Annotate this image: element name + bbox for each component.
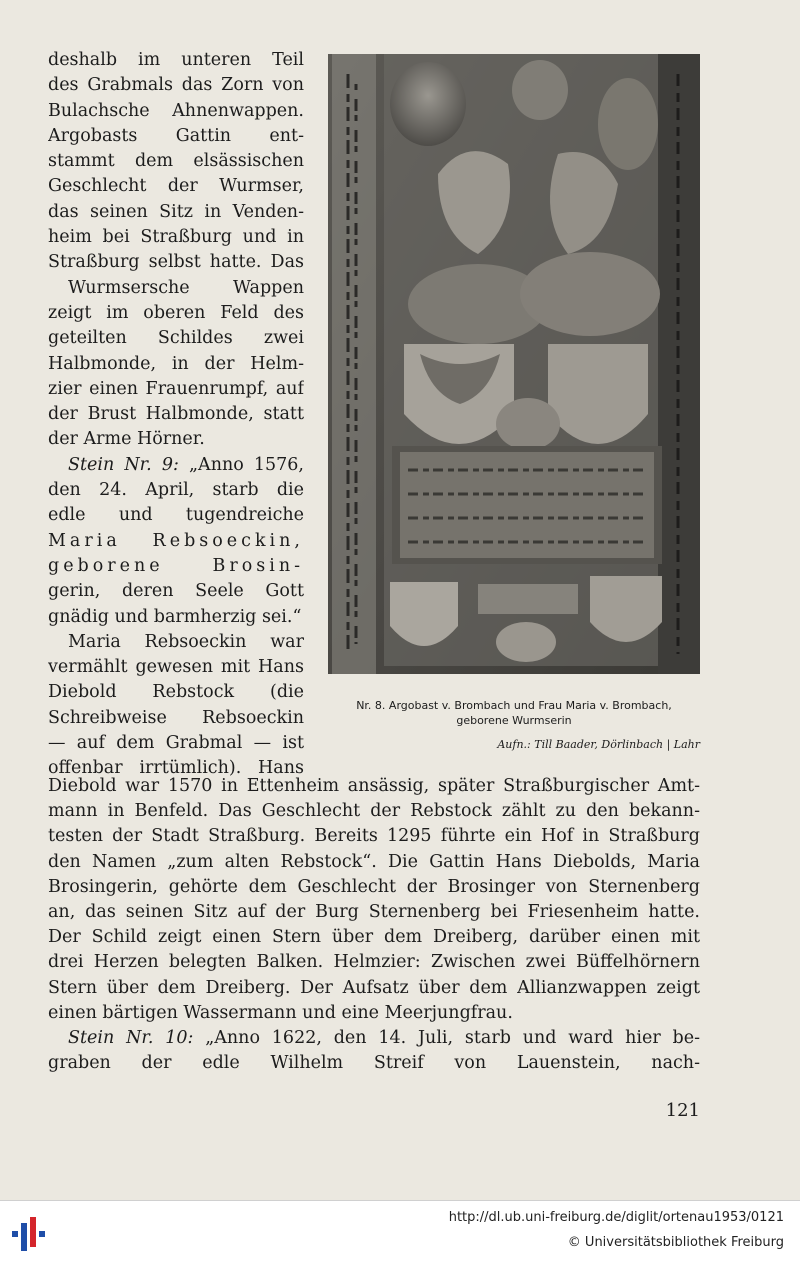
full-width-text [48, 774, 700, 1076]
text-line: mann in Benfeld. Das Geschlecht der Rebstock zählt zu den bekann- [48, 801, 700, 822]
text-line: Halbmonde, in der Helm- [48, 353, 304, 374]
university-library-logo-icon [8, 1211, 52, 1255]
text-line: an, das seinen Sitz auf der Burg Sternenberg bei Friesenheim hatte. [48, 901, 700, 922]
text-line: vermählt gewesen mit Hans [48, 657, 304, 678]
text-line: Brosingerin, gehörte dem Geschlecht der Brosinger von Sternenberg [48, 876, 700, 897]
text-line: stammt dem elsässischen [48, 151, 304, 172]
text-line: Stern über dem Dreiberg. Der Aufsatz über dem Allianzwappen zeigt [48, 977, 700, 998]
text-line: gnädig und barmherzig sei.“ [48, 606, 302, 627]
stone-10-heading-line [48, 1026, 700, 1051]
text-line: das seinen Sitz in Venden- [48, 201, 304, 222]
text-line: Der Schild zeigt einen Stern über dem Dreiberg, darüber einen mit [48, 927, 700, 948]
text-line: Bulachsche Ahnenwappen. [48, 100, 304, 121]
text-line: Wurmsersche Wappen [68, 277, 304, 298]
text-line: Argobasts Gattin ent- [48, 125, 304, 146]
stone-number-label: Stein Nr. 9: [68, 454, 179, 475]
photo-credit: Aufn.: Till Baader, Dörlinbach | Lahr [497, 738, 700, 751]
text-line: gerin, deren Seele Gott [48, 581, 304, 602]
gravestone-illustration [328, 54, 700, 674]
inscription-start: „Anno 1576, [178, 454, 304, 475]
text-line: des Grabmals das Zorn von [48, 75, 304, 96]
caption-line: Nr. 8. Argobast v. Brombach und Frau Maria v. Brombach, [356, 699, 672, 712]
text-line: der Arme Hörner. [48, 429, 205, 450]
text-line: heim bei Straßburg und in [48, 227, 304, 248]
text-line: den 24. April, starb die [48, 480, 304, 501]
text-line: geteilten Schildes zwei [48, 328, 304, 349]
text-line: testen der Stadt Straßburg. Bereits 1295 führte ein Hof in Straßburg [48, 826, 700, 847]
text-line: Maria Rebsoeckin, [48, 530, 304, 551]
document-url-link[interactable]: http://dl.ub.uni-freiburg.de/diglit/ortenau1953/0121 [448, 1210, 784, 1225]
text-line: den Namen „zum alten Rebstock“. Die Gattin Hans Diebolds, Maria [48, 851, 700, 872]
text-line: Maria Rebsoeckin war [68, 631, 304, 652]
text-line: Diebold Rebstock (die [48, 682, 304, 703]
stone-9-heading-line [48, 453, 304, 478]
caption-line: geborene Wurmserin [456, 714, 572, 727]
text-line: deshalb im unteren Teil [48, 50, 304, 70]
stone-number-label: Stein Nr. 10: [68, 1027, 194, 1048]
text-line: einen bärtigen Wassermann und eine Meerjungfrau. [48, 1002, 513, 1023]
text-line: der Brust Halbmonde, statt [48, 404, 304, 425]
page-number: 121 [665, 1100, 700, 1121]
left-text-column [48, 48, 304, 782]
text-line: Schreibweise Rebsoeckin [48, 707, 304, 728]
text-line: geborene Brosin- [48, 555, 304, 576]
text-line: Geschlecht der Wurmser, [48, 176, 304, 197]
text-line: drei Herzen belegten Balken. Helmzier: Zwischen zwei Büffelhörnern [48, 952, 700, 973]
text-line: graben der edle Wilhelm Streif von Lauenstein, nach- [48, 1053, 700, 1074]
text-line: zier einen Frauenrumpf, auf [48, 378, 304, 399]
inscription-start: „Anno 1622, den 14. Juli, starb und ward hier be- [193, 1027, 700, 1048]
text-line: Straßburg selbst hatte. Das [48, 252, 304, 273]
text-line: edle und tugendreiche [48, 505, 304, 526]
text-line: Diebold war 1570 in Ettenheim ansässig, später Straßburgischer Amt- [48, 776, 700, 796]
viewer-footer [0, 1200, 800, 1261]
text-line: — auf dem Grabmal — ist [48, 733, 304, 754]
text-line: offenbar irrtümlich). Hans [48, 758, 304, 779]
figure-caption [326, 698, 702, 728]
text-line: zeigt im oberen Feld des [48, 302, 304, 323]
copyright-notice: © Universitätsbibliothek Freiburg [567, 1235, 784, 1250]
gravestone-photo [328, 54, 700, 674]
